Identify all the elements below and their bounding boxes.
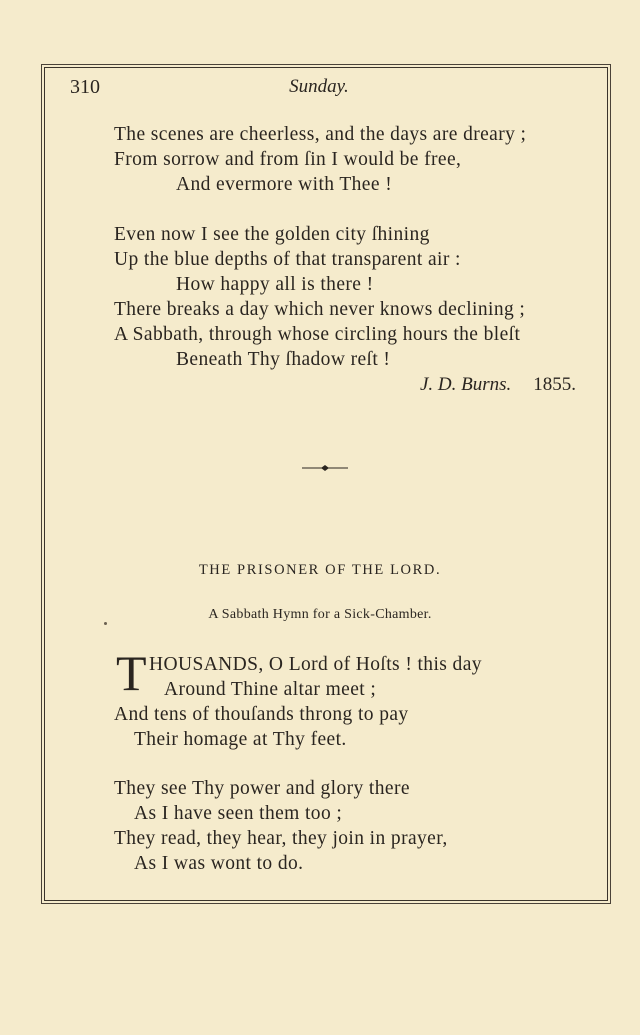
attribution-author: J. D. Burns. [419, 374, 512, 395]
verse-line: Around Thine altar meet ; [164, 679, 377, 700]
page-number: 310 [70, 76, 100, 98]
verse-line: Their homage at Thy feet. [134, 729, 347, 750]
verse-line: As I was wont to do. [134, 853, 304, 874]
verse-line: There breaks a day which never knows declining ; [114, 299, 526, 320]
poem-first-line [149, 652, 482, 677]
verse-line: A Sabbath, through whose circling hours the bleſt [114, 324, 521, 345]
stanza-2 [114, 222, 525, 372]
verse-line: And evermore with Thee ! [176, 174, 393, 195]
verse-line: How happy all is there ! [176, 274, 374, 295]
verse-line: As I have seen them too ; [134, 803, 343, 824]
verse-line: HOUSANDS, O Lord of Hoſts ! this day [149, 654, 482, 675]
page-header [70, 76, 568, 104]
verse-line: They read, they hear, they join in prayer, [114, 828, 448, 849]
verse-line: Beneath Thy ſhadow reſt ! [176, 349, 391, 370]
verse-line: Up the blue depths of that transparent air : [114, 249, 461, 270]
verse-line: From sorrow and from ſin I would be free, [114, 149, 462, 170]
poem-title: THE PRISONER OF THE LORD. [198, 562, 442, 578]
verse-line: The scenes are cheerless, and the days are dreary ; [114, 124, 527, 145]
divider-ornament [302, 463, 348, 473]
running-title: Sunday. [289, 76, 349, 97]
poem-stanza-1 [114, 677, 409, 752]
poem-stanza-2 [114, 776, 448, 876]
verse-line: And tens of thouſands throng to pay [114, 704, 409, 725]
drop-cap: T [116, 645, 147, 701]
paper-speck [104, 622, 107, 625]
verse-line: Even now I see the golden city ſhining [114, 224, 430, 245]
attribution [420, 374, 576, 396]
attribution-year: 1855. [533, 374, 576, 395]
poem-subtitle: A Sabbath Hymn for a Sick-Chamber. [208, 607, 432, 622]
verse-line: They see Thy power and glory there [114, 778, 410, 799]
stanza-1 [114, 122, 526, 197]
